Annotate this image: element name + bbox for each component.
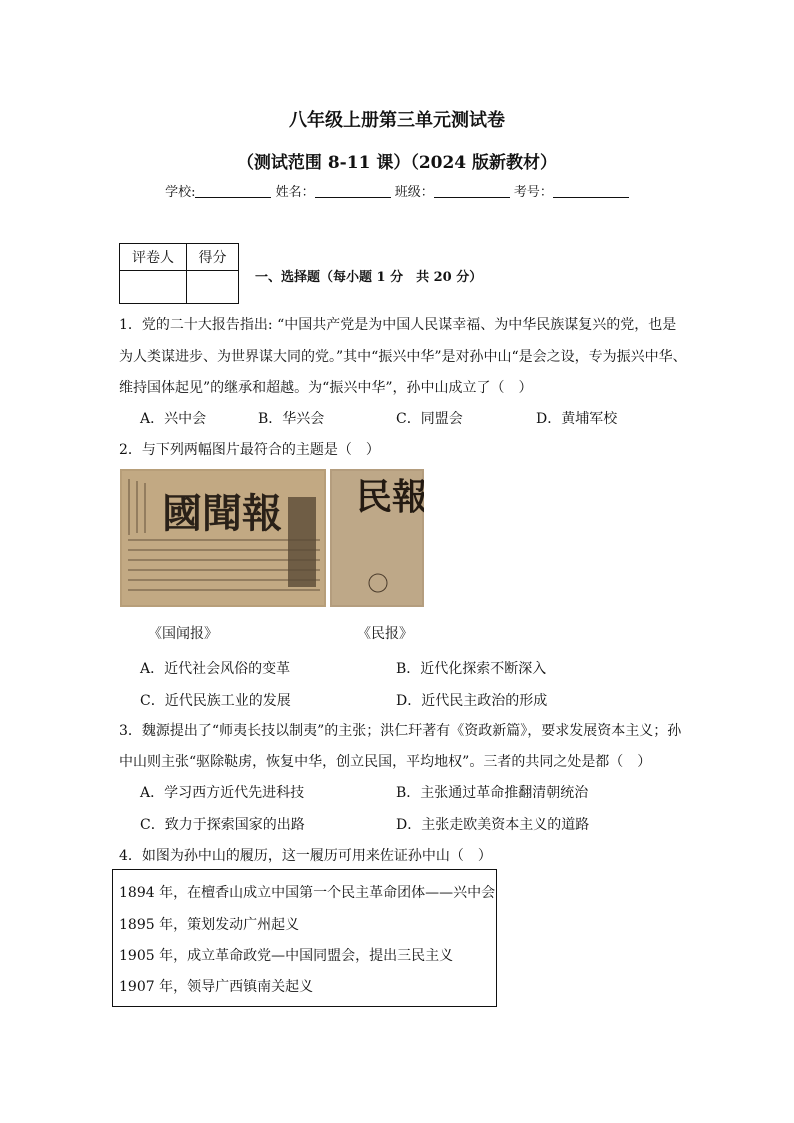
number-blank[interactable] [553, 185, 629, 198]
min-bao-masthead: 民報 [356, 476, 424, 518]
q1-option-a[interactable]: A．兴中会 [140, 411, 207, 427]
school-blank[interactable] [195, 185, 271, 198]
q3-option-d[interactable]: D．主张走欧美资本主义的道路 [396, 817, 590, 833]
class-blank[interactable] [434, 185, 510, 198]
q3-line-2: 中山则主张“驱除鞑虏，恢复中华，创立民国，平均地权”。三者的共同之处是都（ ） [119, 754, 652, 770]
score-header: 得分 [187, 244, 239, 271]
grader-cell[interactable] [120, 271, 187, 304]
grader-header: 评卷人 [120, 244, 187, 271]
score-table [119, 243, 239, 304]
q3-line-1: 3．魏源提出了“师夷长技以制夷”的主张；洪仁玕著有《资政新篇》，要求发展资本主义；孙 [119, 723, 682, 739]
score-cell[interactable] [187, 271, 239, 304]
q2-option-a[interactable]: A．近代社会风俗的变革 [140, 661, 291, 677]
number-label: 考号： [513, 185, 553, 200]
caption-min-bao: 《民报》 [357, 626, 413, 642]
q4-line-1: 4．如图为孙中山的履历，这一履历可用来佐证孙中山（ ） [119, 848, 492, 864]
caption-guowen-bao: 《国闻报》 [148, 626, 218, 642]
biography-item-1894: 1894 年，在檀香山成立中国第一个民主革命团体——兴中会 [119, 885, 496, 901]
guowen-bao-masthead: 國聞報 [162, 490, 282, 537]
newspaper-photos [120, 469, 424, 607]
q1-option-c[interactable]: C．同盟会 [396, 411, 463, 427]
q2-option-b[interactable]: B．近代化探索不断深入 [396, 661, 547, 677]
q1-option-d[interactable]: D．黄埔军校 [536, 411, 618, 427]
biography-item-1905: 1905 年，成立革命政党—中国同盟会，提出三民主义 [119, 948, 454, 964]
q2-option-c[interactable]: C．近代民族工业的发展 [140, 693, 291, 709]
biography-item-1907: 1907 年，领导广西镇南关起义 [119, 979, 314, 995]
q1-line-2: 为人类谋进步、为世界谋大同的党。”其中“振兴中华”是对孙中山“是会之设，专为振兴中华、 [119, 349, 687, 365]
q1-option-b[interactable]: B．华兴会 [258, 411, 325, 427]
exam-title: 八年级上册第三单元测试卷 [289, 110, 505, 131]
biography-box [112, 869, 497, 1007]
school-label: 学校: [165, 185, 196, 200]
q3-option-a[interactable]: A．学习西方近代先进科技 [140, 785, 305, 801]
newspaper-image [120, 469, 424, 607]
section-title: 一、选择题（每小题 1 分 共 20 分） [255, 270, 483, 285]
q1-line-3: 维持国体起见”的继承和超越。为“振兴中华”，孙中山成立了（ ） [119, 380, 533, 396]
exam-subtitle: （测试范围 8-11 课）（2024 版新教材） [236, 153, 558, 173]
name-blank[interactable] [315, 185, 391, 198]
biography-item-1895: 1895 年，策划发动广州起义 [119, 917, 300, 933]
q1-line-1: 1．党的二十大报告指出: “中国共产党是为中国人民谋幸福、为中华民族谋复兴的党，也是 [119, 317, 677, 333]
student-info-row [0, 181, 794, 200]
q2-option-d[interactable]: D．近代民主政治的形成 [396, 693, 548, 709]
q2-line-1: 2．与下列两幅图片最符合的主题是（ ） [119, 442, 380, 458]
q3-option-c[interactable]: C．致力于探索国家的出路 [140, 817, 305, 833]
name-label: 姓名： [275, 185, 315, 200]
class-label: 班级： [394, 185, 434, 200]
q3-option-b[interactable]: B．主张通过革命推翻清朝统治 [396, 785, 589, 801]
